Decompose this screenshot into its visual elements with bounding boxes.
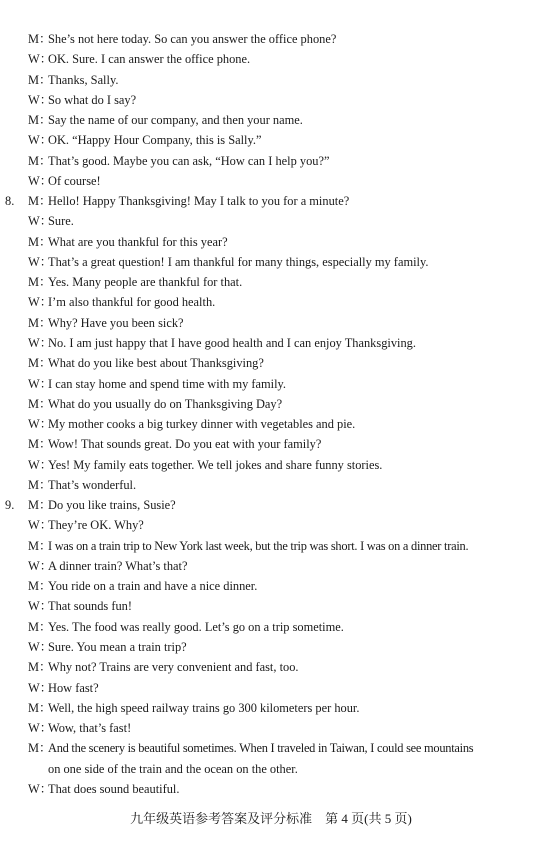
- dialogue-text: Why? Have you been sick?: [48, 315, 184, 330]
- speaker-label: M：: [28, 234, 52, 249]
- dialogue-text: What do you usually do on Thanksgiving Day?: [48, 396, 283, 411]
- dialogue-line: [0, 698, 542, 718]
- dialogue-number: 8.: [5, 194, 15, 209]
- speaker-label: W：: [28, 558, 53, 573]
- dialogue-line: [0, 394, 542, 414]
- dialogue-text: Say the name of our company, and then your name.: [48, 113, 303, 128]
- dialogue-line: [0, 49, 542, 69]
- speaker-label: M：: [28, 72, 52, 87]
- dialogue-line: [0, 70, 542, 90]
- dialogue-line: [0, 455, 542, 475]
- dialogue-line: [0, 475, 542, 495]
- speaker-label: M：: [28, 700, 52, 715]
- dialogue-continuation: [0, 759, 542, 779]
- dialogue-line: [0, 29, 542, 49]
- dialogue-line: [0, 90, 542, 110]
- dialogue-text: And the scenery is beautiful sometimes. When I traveled in Taiwan, I could see mountains: [48, 741, 474, 756]
- page-footer: 九年级英语参考答案及评分标准 第 4 页(共 5 页): [130, 811, 412, 826]
- dialogue-text: No. I am just happy that I have good health and I can enjoy Thanksgiving.: [48, 335, 416, 350]
- dialogue-line: [0, 515, 542, 535]
- speaker-label: M：: [28, 356, 52, 371]
- speaker-label: W：: [28, 295, 53, 310]
- dialogue-text: My mother cooks a big turkey dinner with vegetables and pie.: [48, 417, 356, 432]
- dialogue-text: That does sound beautiful.: [48, 781, 180, 796]
- dialogue-line: [0, 617, 542, 637]
- dialogue-line: [0, 495, 542, 515]
- speaker-label: M：: [28, 32, 52, 46]
- dialogue-line: [0, 171, 542, 191]
- dialogue-text: Wow! That sounds great. Do you eat with your family?: [48, 437, 322, 452]
- dialogue-line: [0, 252, 542, 272]
- dialogue-text: Well, the high speed railway trains go 300 kilometers per hour.: [48, 700, 360, 715]
- dialogue-line: [0, 779, 542, 799]
- dialogue-line: [0, 151, 542, 171]
- dialogue-line: [0, 738, 542, 758]
- dialogue-text: What are you thankful for this year?: [48, 234, 228, 249]
- dialogue-line: [0, 211, 542, 231]
- speaker-label: M：: [28, 579, 52, 594]
- dialogue-text: Yes. The food was really good. Let’s go on a trip sometime.: [48, 619, 344, 634]
- speaker-label: M：: [28, 153, 52, 168]
- dialogue-number: 9.: [5, 498, 15, 513]
- dialogue-text: Hello! Happy Thanksgiving! May I talk to you for a minute?: [48, 194, 350, 209]
- dialogue-text: That sounds fun!: [48, 599, 132, 614]
- dialogue-line: [0, 576, 542, 596]
- dialogue-text: Thanks, Sally.: [48, 72, 119, 87]
- speaker-label: W：: [28, 254, 53, 269]
- dialogue-line: [0, 718, 542, 738]
- dialogue-text: Yes. Many people are thankful for that.: [48, 275, 243, 290]
- dialogue-text: You ride on a train and have a nice dinner.: [48, 579, 258, 594]
- speaker-label: M：: [28, 619, 52, 634]
- dialogue-text: Why not? Trains are very convenient and fast, too.: [48, 660, 299, 675]
- dialogue-text: A dinner train? What’s that?: [48, 558, 188, 573]
- transcript: [0, 29, 542, 799]
- dialogue-text: Sure. You mean a train trip?: [48, 639, 187, 654]
- dialogue-text: I was on a train trip to New York last week, but the trip was short. I was on a dinner train.: [48, 538, 469, 553]
- speaker-label: W：: [28, 173, 53, 188]
- speaker-label: W：: [28, 457, 53, 472]
- dialogue-text: They’re OK. Why?: [48, 518, 144, 533]
- dialogue-text: OK. “Happy Hour Company, this is Sally.”: [48, 133, 262, 148]
- dialogue-line: [0, 374, 542, 394]
- speaker-label: W：: [28, 214, 53, 229]
- speaker-label: W：: [28, 133, 53, 148]
- dialogue-text: on one side of the train and the ocean on the other.: [48, 761, 298, 776]
- dialogue-line: [0, 637, 542, 657]
- speaker-label: M：: [28, 477, 52, 492]
- dialogue-line: [0, 657, 542, 677]
- dialogue-text: I’m also thankful for good health.: [48, 295, 216, 310]
- dialogue-text: Do you like trains, Susie?: [48, 498, 176, 513]
- dialogue-line: [0, 333, 542, 353]
- dialogue-line: [0, 556, 542, 576]
- dialogue-line: [0, 130, 542, 150]
- dialogue-line: [0, 536, 542, 556]
- dialogue-line: [0, 414, 542, 434]
- speaker-label: W：: [28, 680, 53, 695]
- dialogue-text: OK. Sure. I can answer the office phone.: [48, 52, 251, 67]
- speaker-label: W：: [28, 417, 53, 432]
- dialogue-text: Sure.: [48, 214, 74, 229]
- speaker-label: M：: [28, 194, 52, 209]
- dialogue-text: Of course!: [48, 173, 101, 188]
- speaker-label: M：: [28, 741, 52, 756]
- speaker-label: W：: [28, 721, 53, 736]
- dialogue-line: [0, 434, 542, 454]
- dialogue-line: [0, 110, 542, 130]
- speaker-label: M：: [28, 437, 52, 452]
- dialogue-line: [0, 353, 542, 373]
- speaker-label: M：: [28, 113, 52, 128]
- speaker-label: W：: [28, 781, 53, 796]
- dialogue-line: [0, 191, 542, 211]
- dialogue-line: [0, 292, 542, 312]
- dialogue-text: That’s wonderful.: [48, 477, 137, 492]
- speaker-label: M：: [28, 660, 52, 675]
- speaker-label: W：: [28, 335, 53, 350]
- dialogue-text: So what do I say?: [48, 92, 137, 107]
- dialogue-text: I can stay home and spend time with my family.: [48, 376, 287, 391]
- speaker-label: W：: [28, 639, 53, 654]
- speaker-label: M：: [28, 275, 52, 290]
- dialogue-line: [0, 596, 542, 616]
- dialogue-line: [0, 232, 542, 252]
- dialogue-line: [0, 313, 542, 333]
- speaker-label: M：: [28, 396, 52, 411]
- dialogue-text: Wow, that’s fast!: [48, 721, 132, 736]
- speaker-label: M：: [28, 538, 52, 553]
- speaker-label: M：: [28, 315, 52, 330]
- speaker-label: W：: [28, 599, 53, 614]
- speaker-label: W：: [28, 376, 53, 391]
- speaker-label: W：: [28, 52, 53, 67]
- dialogue-text: How fast?: [48, 680, 99, 695]
- dialogue-line: [0, 678, 542, 698]
- speaker-label: W：: [28, 518, 53, 533]
- dialogue-text: That’s good. Maybe you can ask, “How can I help you?”: [48, 153, 330, 168]
- speaker-label: M：: [28, 498, 52, 513]
- dialogue-text: That’s a great question! I am thankful for many things, especially my family.: [48, 254, 429, 269]
- dialogue-text: Yes! My family eats together. We tell jokes and share funny stories.: [48, 457, 383, 472]
- dialogue-text: What do you like best about Thanksgiving?: [48, 356, 264, 371]
- dialogue-text: She’s not here today. So can you answer the office phone?: [48, 32, 337, 46]
- speaker-label: W：: [28, 92, 53, 107]
- dialogue-line: [0, 272, 542, 292]
